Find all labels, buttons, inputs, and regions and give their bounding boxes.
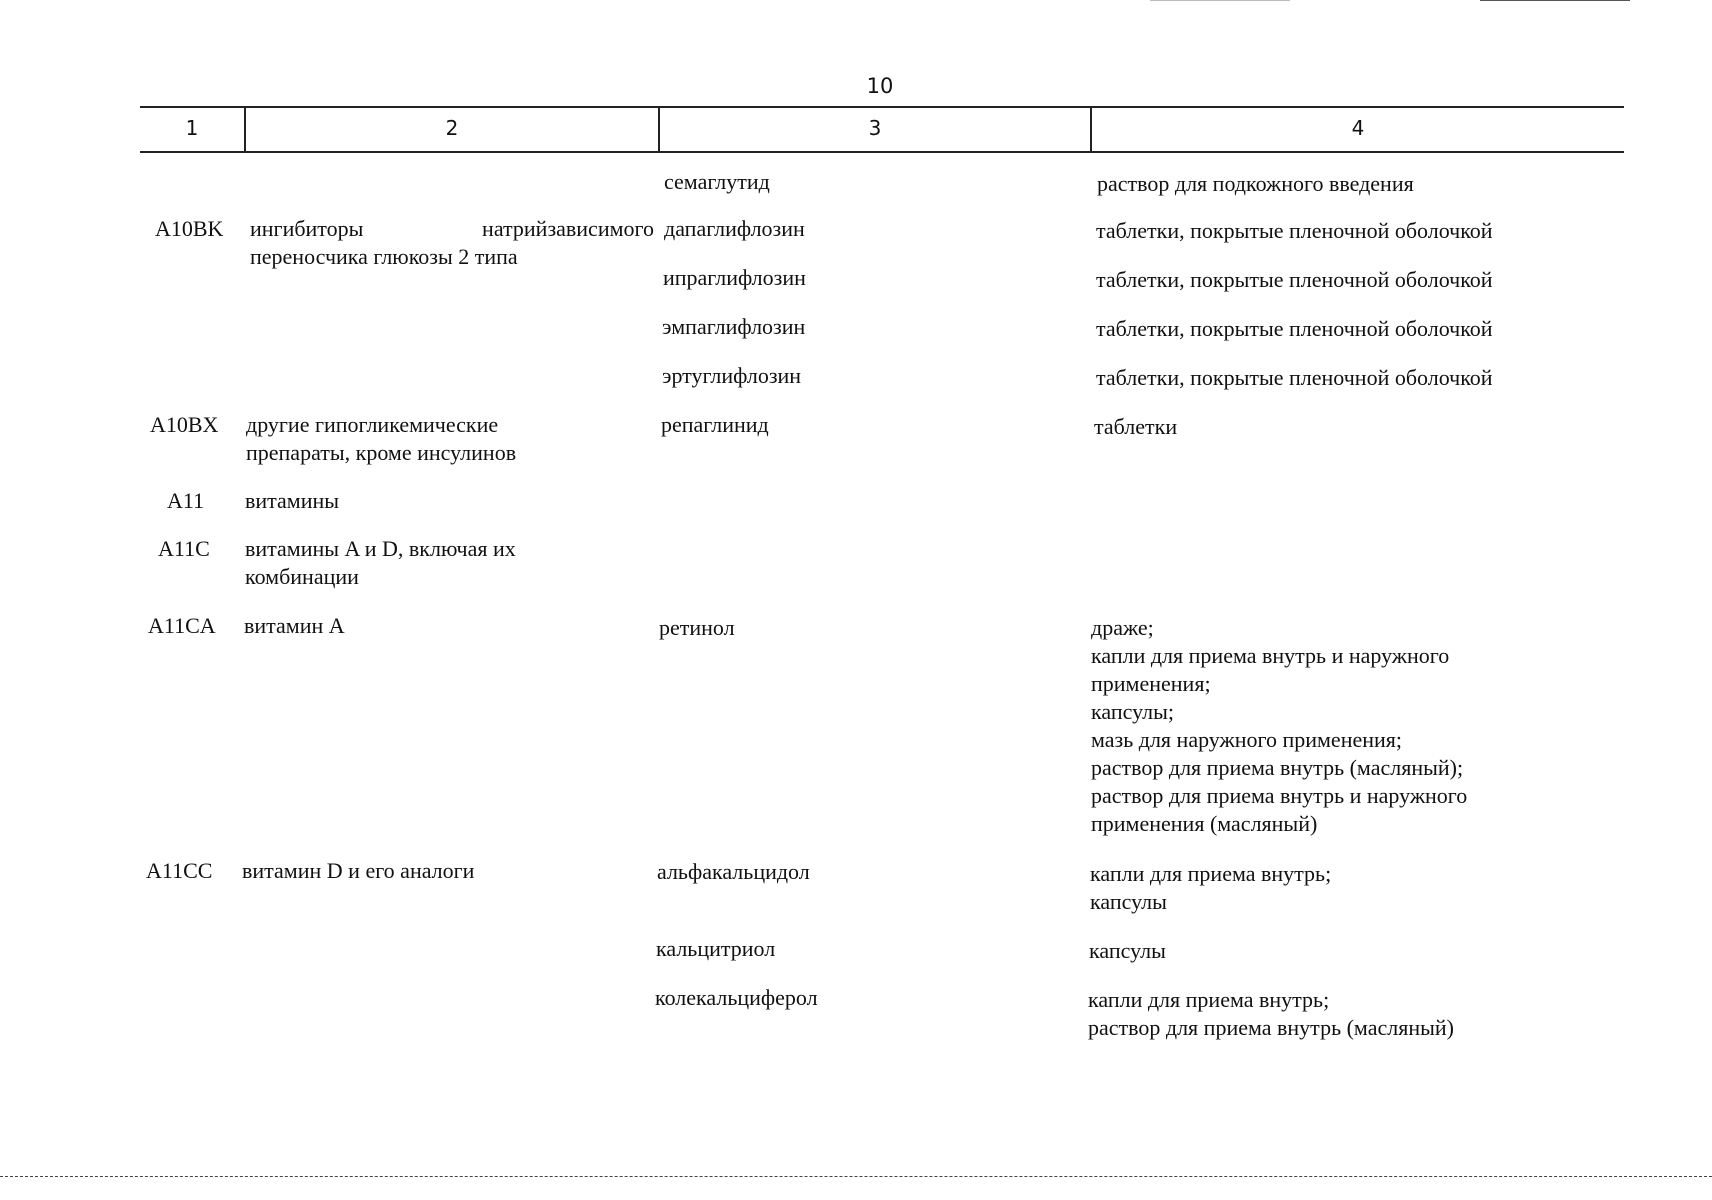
column-header: 3 <box>868 116 882 140</box>
drug-name: семаглутид <box>664 169 770 194</box>
dosage-form: раствор для приема внутрь (масляный); <box>1091 755 1464 780</box>
group-name-line: переносчика глюкозы 2 типа <box>250 244 518 269</box>
drug-name: колекальциферол <box>655 985 818 1010</box>
drug-name: альфакальцидол <box>657 859 810 884</box>
dosage-form: таблетки, покрытые пленочной оболочкой <box>1096 316 1493 341</box>
dosage-form: мазь для наружного применения; <box>1091 727 1403 752</box>
drug-name: репаглинид <box>661 412 769 437</box>
page-number: 10 <box>866 74 894 98</box>
drug-name: ипраглифлозин <box>663 265 806 290</box>
dosage-form: раствор для подкожного введения <box>1097 171 1414 196</box>
scan-edge-mark <box>1480 0 1630 1</box>
atc-code: A11 <box>167 488 205 513</box>
page-bottom-edge <box>0 1176 1712 1177</box>
dosage-form: капли для приема внутрь и наружного применения; <box>1091 643 1450 696</box>
column-header: 1 <box>185 116 199 140</box>
atc-code: A11C <box>158 536 210 561</box>
dosage-form: раствор для приема внутрь и наружного применения (масляный) <box>1091 783 1468 836</box>
column-header: 4 <box>1351 116 1365 140</box>
dosage-form: таблетки <box>1094 414 1178 439</box>
dosage-form-list <box>1090 860 1331 916</box>
dosage-form-list <box>1091 614 1521 838</box>
group-name: витамины <box>245 488 340 513</box>
dosage-form: таблетки, покрытые пленочной оболочкой <box>1096 365 1493 390</box>
dosage-form: капли для приема внутрь; <box>1088 987 1330 1012</box>
dosage-form: капсулы; <box>1091 699 1174 724</box>
table-header-top-rule <box>140 106 1624 108</box>
dosage-form-list <box>1088 986 1454 1042</box>
drug-name: эмпаглифлозин <box>662 314 806 339</box>
group-name <box>250 215 654 271</box>
dosage-form: драже; <box>1091 615 1154 640</box>
atc-code: A11CC <box>146 858 213 883</box>
group-name-line <box>250 215 654 243</box>
table-header-bottom-rule <box>140 151 1624 153</box>
scan-edge-mark <box>1150 0 1290 1</box>
atc-code: A10BK <box>155 216 224 241</box>
group-name: витамин A <box>244 613 345 638</box>
atc-code: A11CA <box>148 613 216 638</box>
dosage-form: раствор для приема внутрь (масляный) <box>1088 1015 1454 1040</box>
drug-name: дапаглифлозин <box>664 216 805 241</box>
dosage-form: таблетки, покрытые пленочной оболочкой <box>1096 267 1493 292</box>
group-name-word: натрийзависимого <box>482 216 654 241</box>
group-name: витамин D и его аналоги <box>242 858 475 883</box>
dosage-form: капсулы <box>1089 938 1166 963</box>
group-name: другие гипогликемические препараты, кроме инсулинов <box>246 412 517 465</box>
column-header: 2 <box>445 116 459 140</box>
drug-name: ретинол <box>659 615 735 640</box>
atc-code: A10BX <box>150 412 219 437</box>
drug-name: кальцитриол <box>656 936 776 961</box>
dosage-form: таблетки, покрытые пленочной оболочкой <box>1096 218 1493 243</box>
drug-name: эртуглифлозин <box>662 363 802 388</box>
dosage-form: капсулы <box>1090 889 1167 914</box>
group-name: витамины A и D, включая их комбинации <box>245 536 516 589</box>
group-name-word: ингибиторы <box>250 216 364 241</box>
dosage-form: капли для приема внутрь; <box>1090 861 1332 886</box>
